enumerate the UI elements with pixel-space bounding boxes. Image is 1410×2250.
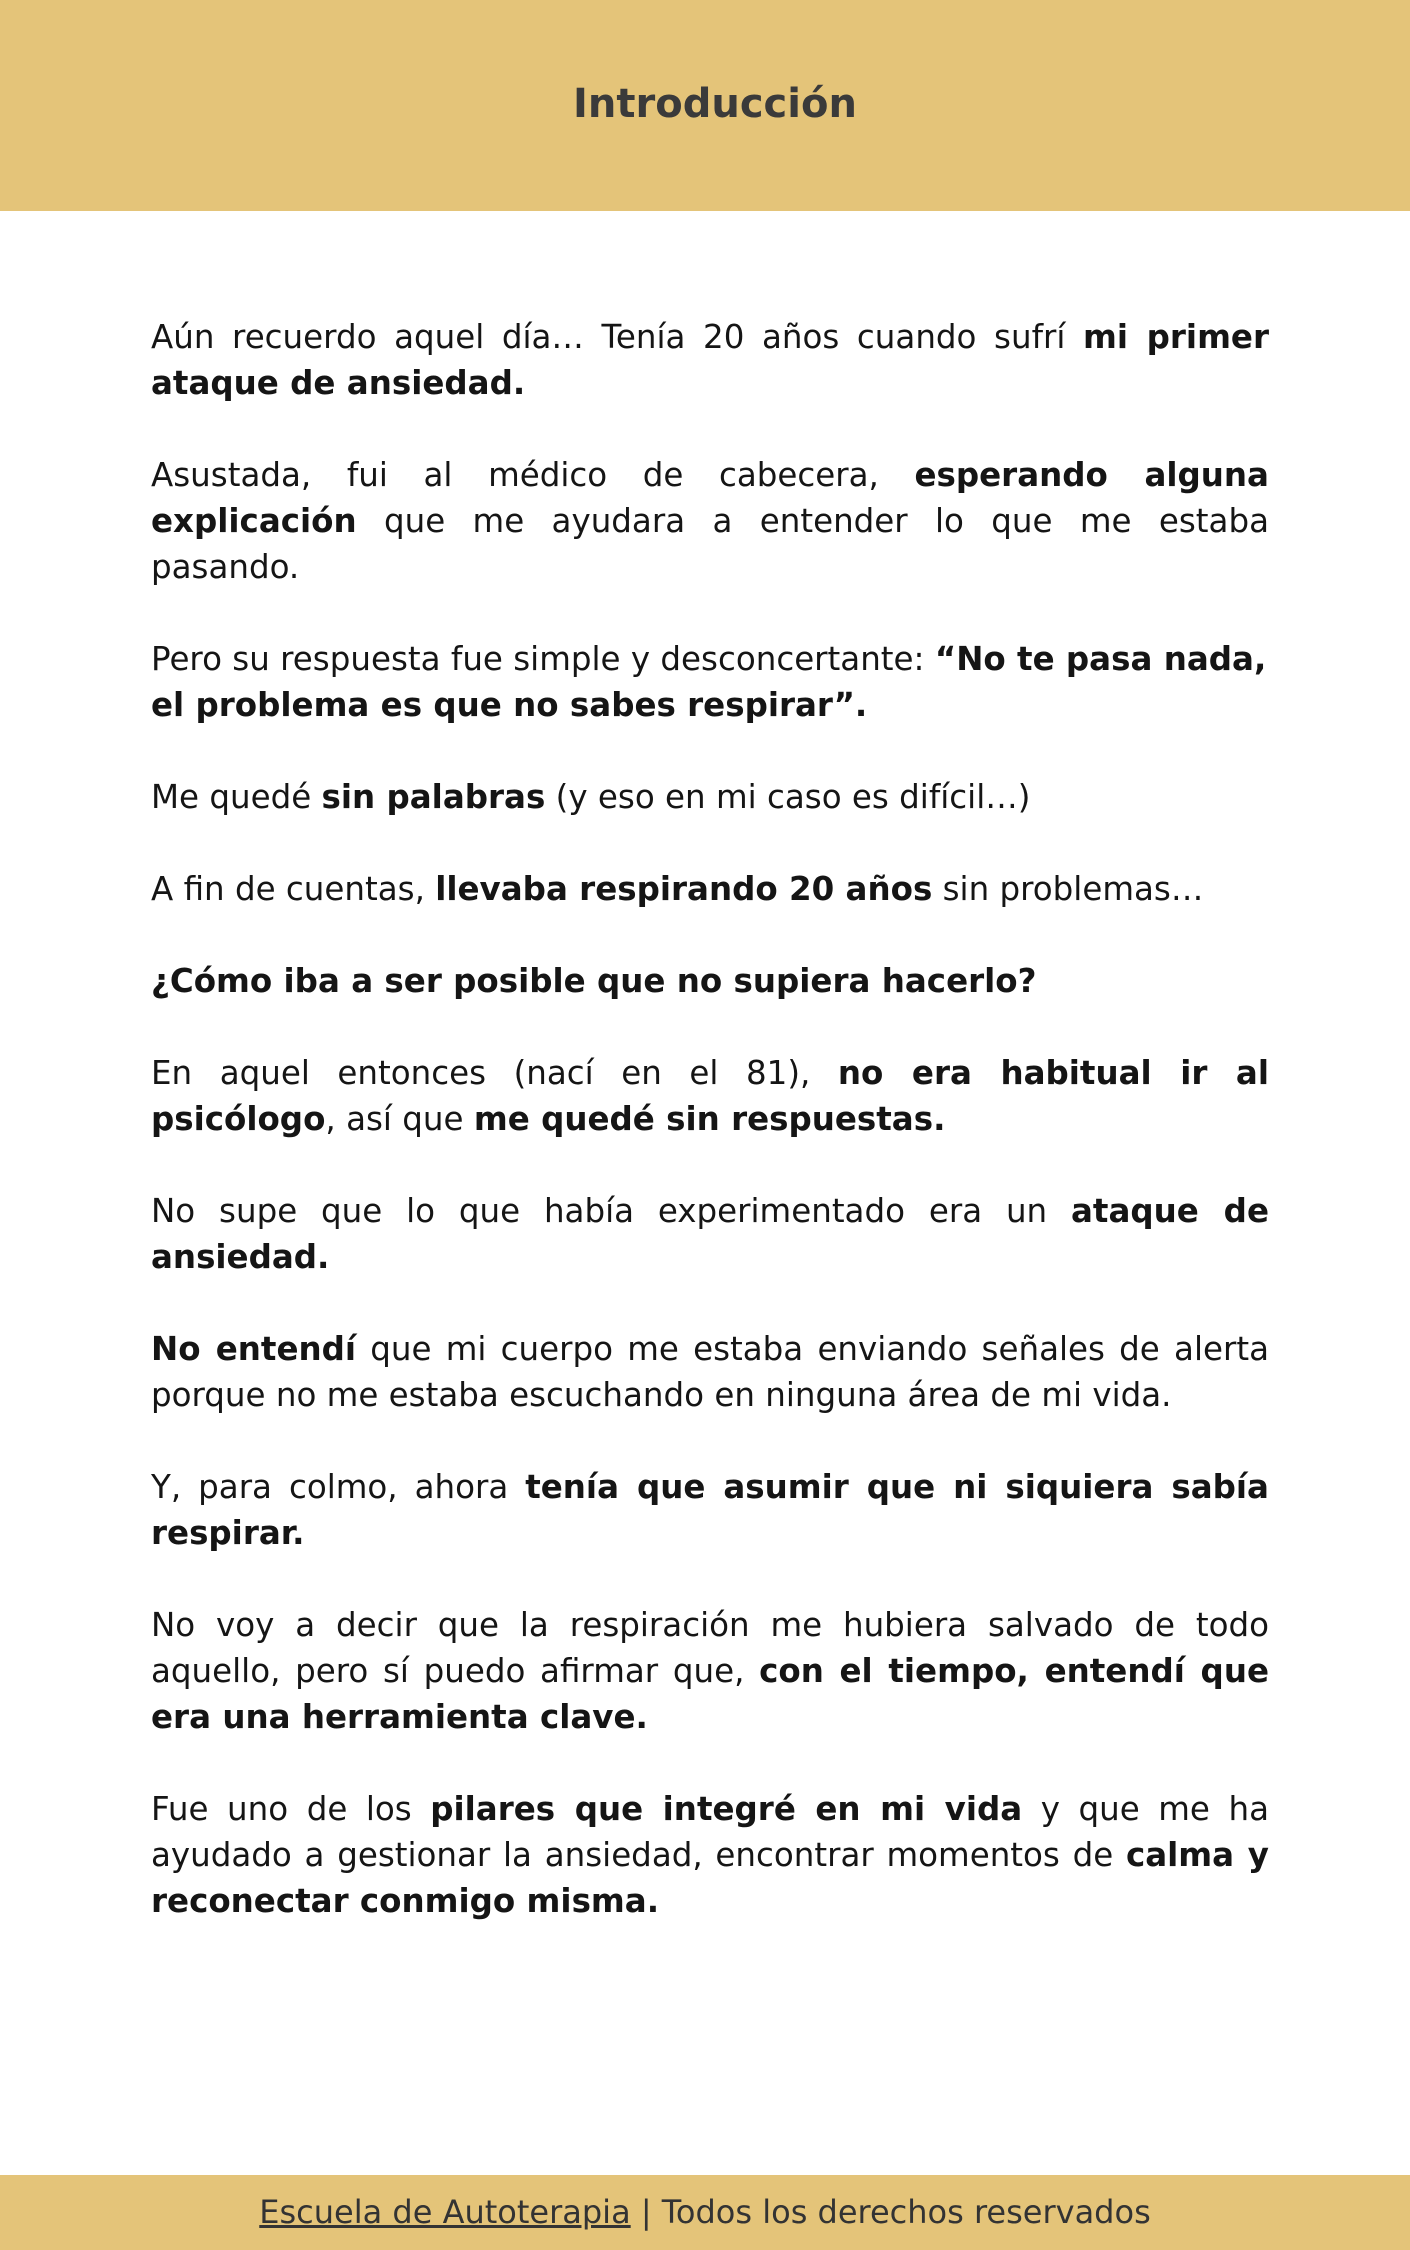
text-run: sin problemas… (932, 870, 1204, 908)
text-run: No voy a decir que la respiración me hubiera salvado de todo aquello, pero sí puedo afirmar que, (151, 1606, 1269, 1690)
bold-text: pilares que integré en mi vida (430, 1790, 1023, 1828)
paragraph-1 (151, 314, 1269, 406)
paragraph-10 (151, 1464, 1269, 1556)
footer-band (0, 2175, 1410, 2250)
text-run: A fin de cuentas, (151, 870, 436, 908)
text-run: Fue uno de los (151, 1790, 431, 1828)
footer-separator: | (630, 2193, 662, 2231)
paragraph-9 (151, 1326, 1269, 1418)
text-run: Pero su respuesta fue simple y desconcertante: (151, 640, 935, 678)
paragraph-3 (151, 636, 1269, 728)
bold-text: calma y reconectar conmigo misma. (151, 1836, 1269, 1920)
bold-text: con el tiempo, entendí que era una herramienta clave. (151, 1652, 1270, 1736)
text-run: Y, para colmo, ahora (151, 1468, 526, 1506)
bold-text: sin palabras (321, 778, 546, 816)
bold-text: mi primer ataque de ansiedad. (151, 318, 1270, 402)
paragraph-2 (151, 452, 1269, 590)
body-text (151, 314, 1269, 1970)
paragraph-11 (151, 1602, 1269, 1740)
text-run: , así que (325, 1100, 474, 1138)
paragraph-12 (151, 1786, 1269, 1924)
bold-text: ataque de ansiedad. (151, 1192, 1269, 1276)
text-run: Asustada, fui al médico de cabecera, (151, 456, 915, 494)
footer-rights: Todos los derechos reservados (661, 2193, 1151, 2231)
paragraph-8 (151, 1188, 1269, 1280)
text-run: que mi cuerpo me estaba enviando señales de alerta porque no me estaba escuchando en ninguna área de mi vida. (151, 1330, 1269, 1414)
bold-text: No entendí (151, 1330, 357, 1368)
paragraph-4 (151, 774, 1269, 820)
bold-text: ¿Cómo iba a ser posible que no supiera hacerlo? (151, 962, 1037, 1000)
bold-text: tenía que asumir que ni siquiera sabía respirar. (151, 1468, 1269, 1552)
text-run: No supe que lo que había experimentado era un (151, 1192, 1071, 1230)
paragraph-6 (151, 958, 1269, 1004)
paragraph-7 (151, 1050, 1269, 1142)
bold-text: “No te pasa nada, el problema es que no sabes respirar”. (151, 640, 1267, 724)
text-run: que me ayudara a entender lo que me estaba pasando. (151, 502, 1269, 586)
page-title: Introducción (573, 81, 857, 127)
footer-link-escuela[interactable]: Escuela de Autoterapia (259, 2193, 631, 2231)
text-run: Me quedé (151, 778, 322, 816)
bold-text: llevaba respirando 20 años (435, 870, 933, 908)
text-run: Aún recuerdo aquel día… Tenía 20 años cuando sufrí (151, 318, 1084, 356)
bold-text: me quedé sin respuestas. (473, 1100, 946, 1138)
text-run: y que me ha ayudado a gestionar la ansiedad, encontrar momentos de (151, 1790, 1269, 1874)
header-band (0, 0, 1410, 211)
bold-text: esperando alguna explicación (151, 456, 1269, 540)
text-run: (y eso en mi caso es difícil…) (545, 778, 1031, 816)
footer-text (0, 2175, 1410, 2250)
paragraph-5 (151, 866, 1269, 912)
bold-text: no era habitual ir al psicólogo (151, 1054, 1269, 1138)
text-run: En aquel entonces (nací en el 81), (151, 1054, 838, 1092)
